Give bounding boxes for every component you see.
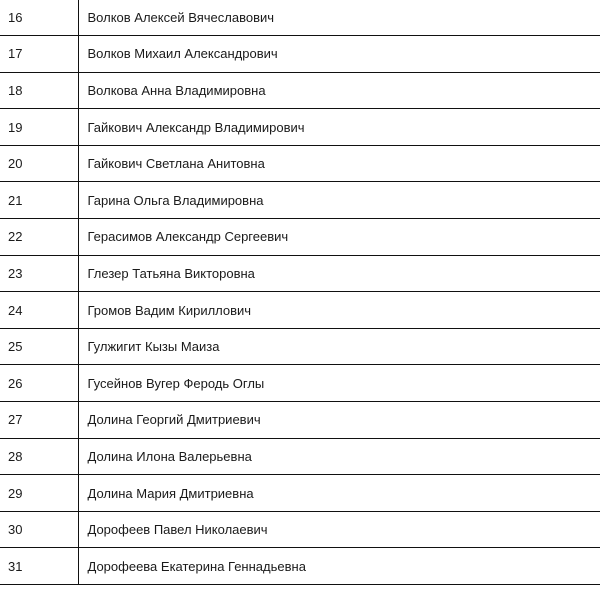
full-name-cell: Волков Михаил Александрович <box>78 36 600 73</box>
row-number-cell: 28 <box>0 438 78 475</box>
full-name-cell: Гусейнов Вугер Феродь Оглы <box>78 365 600 402</box>
table-row <box>0 365 600 402</box>
row-number-cell: 18 <box>0 72 78 109</box>
table-row <box>0 145 600 182</box>
full-name-cell: Глезер Татьяна Викторовна <box>78 255 600 292</box>
full-name-cell: Волкова Анна Владимировна <box>78 72 600 109</box>
table-row <box>0 36 600 73</box>
row-number-cell: 31 <box>0 548 78 585</box>
full-name-cell: Долина Илона Валерьевна <box>78 438 600 475</box>
table-row <box>0 72 600 109</box>
table-row <box>0 402 600 439</box>
full-name-cell: Гарина Ольга Владимировна <box>78 182 600 219</box>
full-name-cell: Долина Мария Дмитриевна <box>78 475 600 512</box>
row-number-cell: 29 <box>0 475 78 512</box>
row-number-cell: 16 <box>0 0 78 36</box>
table-row <box>0 0 600 36</box>
row-number-cell: 23 <box>0 255 78 292</box>
row-number-cell: 26 <box>0 365 78 402</box>
row-number-cell: 30 <box>0 511 78 548</box>
full-name-cell: Гайкович Александр Владимирович <box>78 109 600 146</box>
table-row <box>0 438 600 475</box>
table-row <box>0 292 600 329</box>
row-number-cell: 20 <box>0 145 78 182</box>
full-name-cell: Гайкович Светлана Анитовна <box>78 145 600 182</box>
row-number-cell: 21 <box>0 182 78 219</box>
full-name-cell: Долина Георгий Дмитриевич <box>78 402 600 439</box>
table-row <box>0 219 600 256</box>
full-name-cell: Герасимов Александр Сергеевич <box>78 219 600 256</box>
table-row <box>0 255 600 292</box>
table-row <box>0 548 600 585</box>
table-row <box>0 109 600 146</box>
full-name-cell: Дорофеев Павел Николаевич <box>78 511 600 548</box>
row-number-cell: 24 <box>0 292 78 329</box>
row-number-cell: 27 <box>0 402 78 439</box>
table-row <box>0 182 600 219</box>
table-row <box>0 475 600 512</box>
row-number-cell: 25 <box>0 328 78 365</box>
row-number-cell: 19 <box>0 109 78 146</box>
row-number-cell: 17 <box>0 36 78 73</box>
full-name-cell: Дорофеева Екатерина Геннадьевна <box>78 548 600 585</box>
full-name-cell: Громов Вадим Кириллович <box>78 292 600 329</box>
table-row <box>0 328 600 365</box>
row-number-cell: 22 <box>0 219 78 256</box>
full-name-cell: Гулжигит Кызы Маиза <box>78 328 600 365</box>
table-row <box>0 511 600 548</box>
full-name-cell: Волков Алексей Вячеславович <box>78 0 600 36</box>
